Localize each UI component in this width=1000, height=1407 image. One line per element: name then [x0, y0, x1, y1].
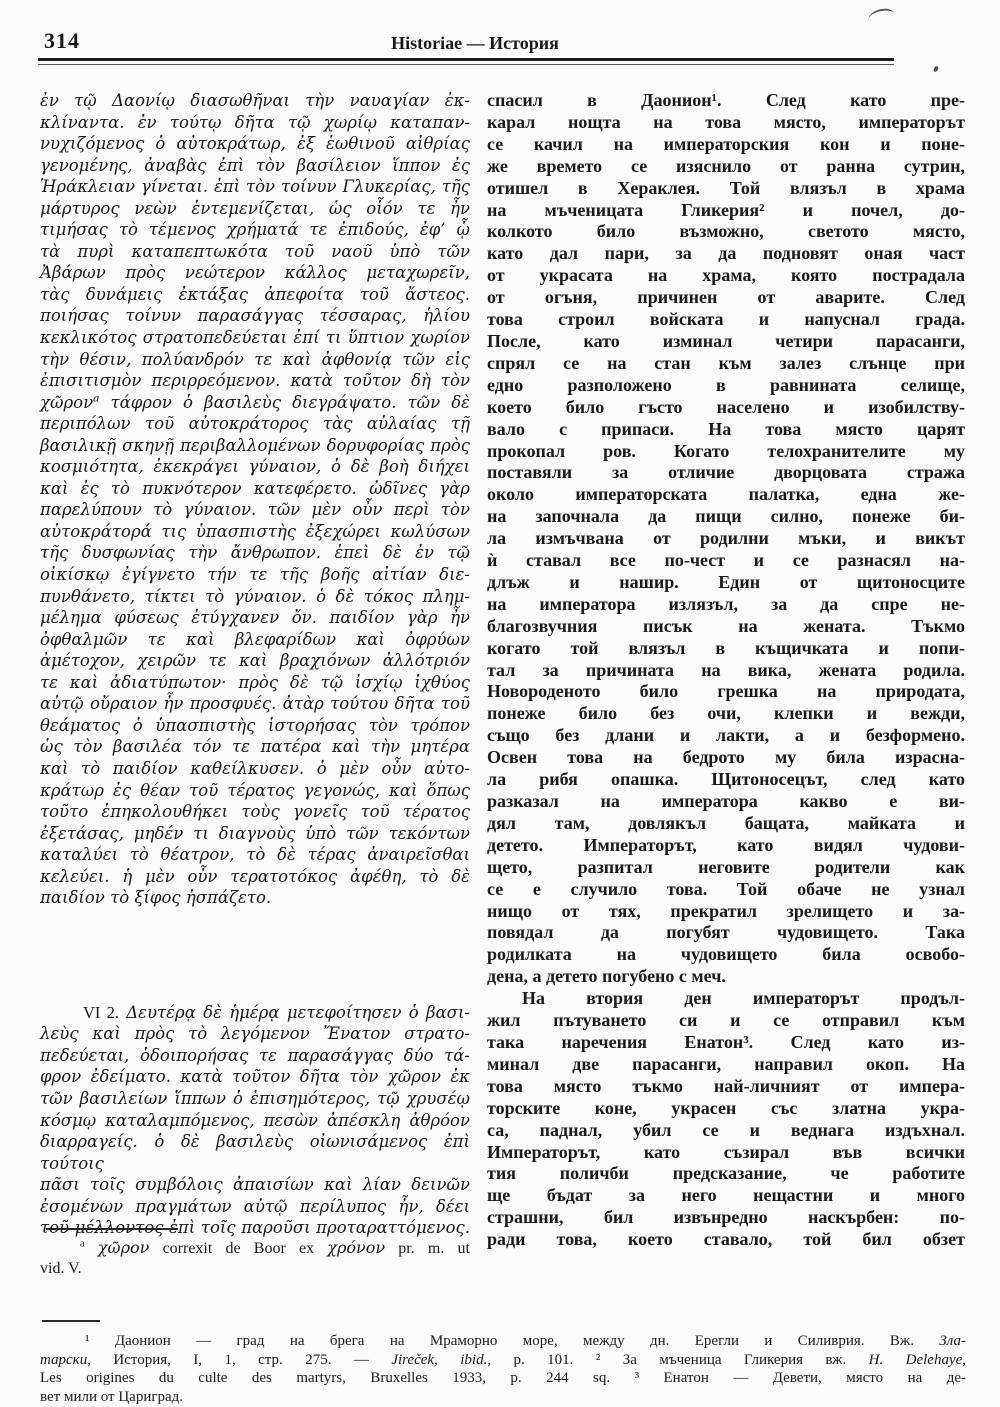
text-line: τοῦ μέλλοντος ἐπὶ τοῖς παροῦσι προταραττόμενος. — [40, 1218, 470, 1238]
text-line: прокопал ров. Когато телохранителите му — [487, 440, 965, 461]
text-line: Императорът, като съзирал във всички — [487, 1141, 965, 1162]
footnotes-rule — [42, 1320, 100, 1322]
running-title: Historiae — История — [391, 33, 559, 53]
text-line: τὰ πυρὶ καταπεπτωκότα τοῦ ναοῦ ὑπὸ τῶν — [40, 241, 470, 261]
apparatus-line: vid. V. — [40, 1260, 82, 1277]
page-number: 314 — [44, 28, 80, 53]
text-line: длъж и нашир. Един от щитоносците — [487, 571, 965, 592]
apparatus-rule — [46, 1228, 178, 1230]
text-line: на императора излязъл, за да спре не- — [487, 593, 965, 614]
footnote-line: Les origines du culte des martyrs, Bruxelles 1933, p. 244 sq. ³ Енатон — Девети, място на де- — [40, 1370, 966, 1387]
text-line: ὀφθαλμῶν τε καὶ βλεφαρίδων καὶ ὀφρύων — [40, 629, 470, 649]
text-line: τῶν βασιλείων ἵππων ὁ ἐπισημότερος, τῷ χρυσέῳ — [40, 1088, 470, 1108]
text-line: тал за причината на вика, жената родила. — [487, 659, 965, 680]
footnote-line: ¹ Даонион — град на брега на Мраморно море, между дн. Ерегли и Силиврия. Вж. Зла- — [85, 1333, 966, 1349]
text-line: θεάματος ὁ ὑπασπιστὴς ἱστορήσας τὸν τρόπον — [40, 715, 470, 735]
footnote-line: вет мили от Цариград. — [40, 1388, 184, 1405]
greek-paragraph-1 — [40, 90, 470, 909]
text-line: страшни, бил извънредно наскърбен: по- — [487, 1207, 965, 1228]
text-line: На втория ден императорът продъл- — [522, 988, 965, 1009]
text-line: от огъня, причинен от аварите. След — [487, 287, 965, 308]
greek-paragraph-2 — [40, 1002, 470, 1239]
text-line: κράτωρ ἐς θέαν τοῦ τέρατος γεγονώς, καὶ ὅπως — [40, 780, 470, 800]
text-line: παιδίον τὸ ξίφος ἠσπάζετο. — [40, 888, 272, 908]
text-line: τιμήσας τὸ τέμενος χρήματά τε ἐπιδούς, ἐφ’ ᾧ — [40, 220, 470, 240]
text-line: спасил в Даонион¹. След като пре- — [487, 90, 965, 110]
header-rule — [38, 58, 894, 65]
bulgarian-column — [487, 90, 965, 1251]
text-line: χῶρον$^a$ τάφρον ὁ βασιλεὺς διεγράψατο. τῶν δὲ — [40, 392, 470, 412]
text-line: κλίναντα. ἐν τούτῳ δῆτα τῷ χωρίῳ καταπαν- — [40, 112, 470, 132]
text-line: οἰκίσκῳ ἐγίγνετο τήν τε τῆς βοῆς αἰτίαν διε- — [40, 565, 470, 585]
text-line: родилката на чудовището била освобо- — [487, 944, 965, 965]
text-line: детето. Императорът, като видял чудови- — [487, 834, 965, 855]
text-line: вало с припаси. На това място царят — [487, 418, 965, 439]
text-line: са, паднал, убил се и веднага издъхнал. — [487, 1119, 965, 1140]
text-line: така наречения Енатон³. След като из- — [487, 1031, 965, 1052]
text-line: жил пътуването си и се отправил към — [487, 1010, 965, 1031]
greek-paragraph-2-lines — [40, 1023, 470, 1238]
vi2-first-line-text: Δευτέρᾳ δὲ ἡμέρᾳ μετεφοίτησεν ὁ βασι- — [118, 1002, 470, 1022]
text-line: едно разположено в равнината селище, — [487, 374, 965, 395]
text-line: ὡς τὸν βασιλέα τόν τε πατέρα καὶ τὴν μητέρα — [40, 737, 470, 757]
text-line: ради това, което ставало, той бил обзет — [487, 1229, 965, 1250]
text-line: се качил на императорския кон и поне- — [487, 133, 965, 154]
text-line: βασιλικῇ σκηνῇ περιβαλλομένων δορυφορίας πρὸς — [40, 435, 470, 455]
text-line: παρελύπουν τὸ γύναιον. τῶν μὲν οὖν περὶ τὸν — [40, 500, 470, 520]
text-line: дена, а детето погубено с меч. — [487, 966, 726, 987]
text-line: πᾶσι τοῖς συμβόλοις ἀπαισίων καὶ λίαν δεινῶν — [40, 1175, 470, 1195]
text-line: минал две парасанги, направил окоп. На — [487, 1053, 965, 1074]
text-line: това строил войската и напуснал града. — [487, 309, 965, 330]
text-line: Новороденото било грешка на природата, — [487, 681, 965, 702]
text-line: μέλημα φύσεως ἐτύγχανεν ὄν. παιδίον γὰρ ἦν — [40, 608, 470, 628]
text-line: τοῦτο ἐπηκολουθήκει τοὺς γονεῖς τοῦ τέρατος — [40, 802, 470, 822]
text-line: Ἡράκλειαν γίνεται. ἐπὶ τὸν τοίνυν Γλυκερίας, τῆς — [40, 177, 470, 197]
text-line: отишел в Хераклея. Той влязъл в храма — [487, 177, 965, 198]
bulgarian-paragraph-2 — [487, 988, 965, 1251]
text-line: спрял се на стан към залез слънце при — [487, 352, 965, 373]
vi2-first-line — [40, 1002, 470, 1024]
text-line: Освен това на бедрото му била израсна- — [487, 747, 965, 768]
text-line: благозвучния писък на жената. Тъкмо — [487, 615, 965, 636]
text-line: което било гъсто населено и изобилству- — [487, 396, 965, 417]
text-line: καταλύει τὸ θέατρον, τὸ δὲ τέρας ἀναιρεῖσθαι — [40, 845, 470, 865]
text-line: τῆς δυσφωνίας τὴν ἄνθρωπον. ἐπεὶ δὲ ἐν τῷ — [40, 543, 470, 563]
text-line: когато той влязъл в къщичката и попи- — [487, 637, 965, 658]
text-line: ἐξετάσας, μηδέν τι διαγνοὺς ὑπὸ τῶν τεκόντων — [40, 823, 470, 843]
text-line: αὐτοκράτορά τις ὑπασπιστὴς ἐξεχώρει κωλύσων — [40, 521, 470, 541]
text-line: ἐπισιτισμὸν περιρρεόμενον. κατὰ τοῦτον δὴ τὸν — [40, 371, 470, 391]
text-line: на мъченицата Гликерия² и почел, до- — [487, 199, 965, 220]
text-line: ποιήσας τοίνυν παρασάγγας τέσσαρας, ἡλίου — [40, 306, 470, 326]
text-line: καὶ ἐς τὸ πυκνότερον κατεφέρετο. ὠδῖνες γὰρ — [40, 478, 470, 498]
scan-artifact-curve — [868, 8, 895, 21]
text-line: се е случило това. Той обаче не узнал — [487, 878, 965, 899]
text-line: φρον ἐδείματο. κατὰ τοῦτον δῆτα τὸν χῶρον ἐκ — [40, 1067, 470, 1087]
text-line: ἀμέτοχον, χειρῶν τε καὶ βραχιόνων ἀλλότριόν — [40, 651, 470, 671]
text-line: нищо от тях, прекратил зрелището и за- — [487, 900, 965, 921]
apparatus-line: $^a$ χῶρον correxit de Boor ex χρόνον pr. m. ut — [80, 1238, 470, 1257]
text-line: ἐσομένων πραγμάτων αὐτῷ περίλυπος ἦν, δέει — [40, 1196, 470, 1216]
text-line: λεὺς καὶ πρὸς τὸ λεγόμενον Ἔνατον στρατο- — [40, 1024, 470, 1044]
text-line: πεδεύεται, ὁδοιπορήσας τε παρασάγγας δύο τά- — [40, 1045, 470, 1065]
text-line: καὶ τὸ παιδίον καθείλκυσεν. ὁ μὲν οὖν αὐτο- — [40, 758, 470, 778]
text-line: ще бъдат за него нещастни и много — [487, 1185, 965, 1206]
text-line: дял там, довлякъл бащата, майката и — [487, 812, 965, 833]
text-line: διαρραγείς. ὁ δὲ βασιλεὺς οἰωνισάμενος ἐπὶ τούτοις — [40, 1132, 470, 1173]
apparatus-lines — [40, 1238, 470, 1279]
text-line: поставяли за отличие дворцовата стража — [487, 462, 965, 483]
text-line: τὴν θέσιν, πολύανδρόν τε καὶ ἀφθονίᾳ τῶν εἰς — [40, 349, 470, 369]
text-line: τὰς δυνάμεις ἐκτάξας ἀπεφοίτα τοῦ ἄστεος. — [40, 284, 470, 304]
text-line: κοσμιότητα, ἐκεκράγει γύναιον, ὁ δὲ βοὴ διήχει — [40, 457, 470, 477]
text-line: же времето се изяснило от ранна сутрин, — [487, 155, 965, 176]
text-line: торските коне, украсен със златна укра- — [487, 1097, 965, 1118]
text-line: карал нощта на това място, императорът — [487, 111, 965, 132]
scan-artifact-dot — [933, 65, 939, 72]
text-line: τε καὶ ἀδιατύπωτον· πρὸς δὲ τῷ ἰσχίῳ ἰχθύος — [40, 672, 470, 692]
text-line: ἐν τῷ Δαονίῳ διασωθῆναι τὴν ναυαγίαν ἐκ- — [40, 91, 470, 110]
text-line: повядал да погубят чудовището. Така — [487, 922, 965, 943]
text-line: Ἀβάρων πρὸς νεώτερον κάλλος μεταχωρεῖν, — [40, 263, 470, 283]
text-line: ла измъчвана от родилни мъки, и викът — [487, 528, 965, 549]
text-line: После, като изминал четири парасанги, — [487, 330, 965, 351]
text-line: ла рибя опашка. Щитоносецът, след като — [487, 769, 965, 790]
text-line: от украсата на храма, която пострадала — [487, 265, 965, 286]
section-number: VI 2. — [83, 1002, 119, 1022]
text-line: γενομένης, ἀναβὰς ἐπὶ τὸν βασίλειον ἵππον ἐς — [40, 155, 470, 175]
greek-column — [40, 90, 470, 1239]
text-line: тия поличби предсказание, че работите — [487, 1163, 965, 1184]
text-line: αὐτῷ οὔραιον ἦν προσφυές. ἀτὰρ τούτου δῆτα τοῦ — [40, 694, 470, 714]
apparatus-footnote — [40, 1228, 470, 1279]
text-line: щето, разпитал неговите родители как — [487, 856, 965, 877]
text-line: μάρτυρος νεὼν ἐντεμενίζεται, ὡς οἷόν τε ἦν — [40, 198, 470, 218]
text-line: разказал на императора какво е ви- — [487, 791, 965, 811]
text-line: на започнала да пищи силно, понеже би- — [487, 506, 965, 527]
text-line: κόσμῳ καταλαμπόμενος, πεσὼν ἀπέσκλη ἀθρόον — [40, 1110, 470, 1130]
text-line: като дал пари, за да подновят оная част — [487, 243, 965, 264]
text-line: πυνθάνετο, τίκτει τὸ γύναιον. ὁ δὲ τόκος πλημ- — [40, 586, 470, 606]
text-line: това място тъкмо най-личният от импера- — [487, 1075, 965, 1096]
text-line: κεκλικότος στρατοπεδεύεται ἐπί τι ὕπτιον χωρίον — [40, 328, 470, 348]
bulgarian-paragraph-1 — [487, 90, 965, 988]
footnote-line: тарски, История, I, 1, стр. 275. — Jireček, ibid., p. 101. ² За мъченица Гликерия вж. H. Delehaye, — [40, 1351, 967, 1368]
text-line: около императорската палатка, една же- — [487, 484, 965, 505]
text-line: понеже било без очи, клепки и вежди, — [487, 703, 965, 724]
footnotes-block — [40, 1332, 966, 1406]
text-line: също без длани и лакти, а и безформено. — [487, 725, 965, 746]
text-line: ѝ ставал все по-чест и се разнасял на- — [487, 550, 965, 571]
text-line: κελεύει. ἡ μὲν οὖν τερατοτόκος ἀφέθη, τὸ δὲ — [40, 866, 470, 886]
text-line: колкото било възможно, светото място, — [487, 221, 965, 242]
text-line: νυχιζόμενος ὁ αὐτοκράτωρ, ἐξ ἑωθινοῦ αἰθρίας — [40, 134, 470, 154]
text-line: περιπόλων τοῦ αὐτοκράτορος τὰς αὐλαίας τῇ — [40, 414, 470, 434]
